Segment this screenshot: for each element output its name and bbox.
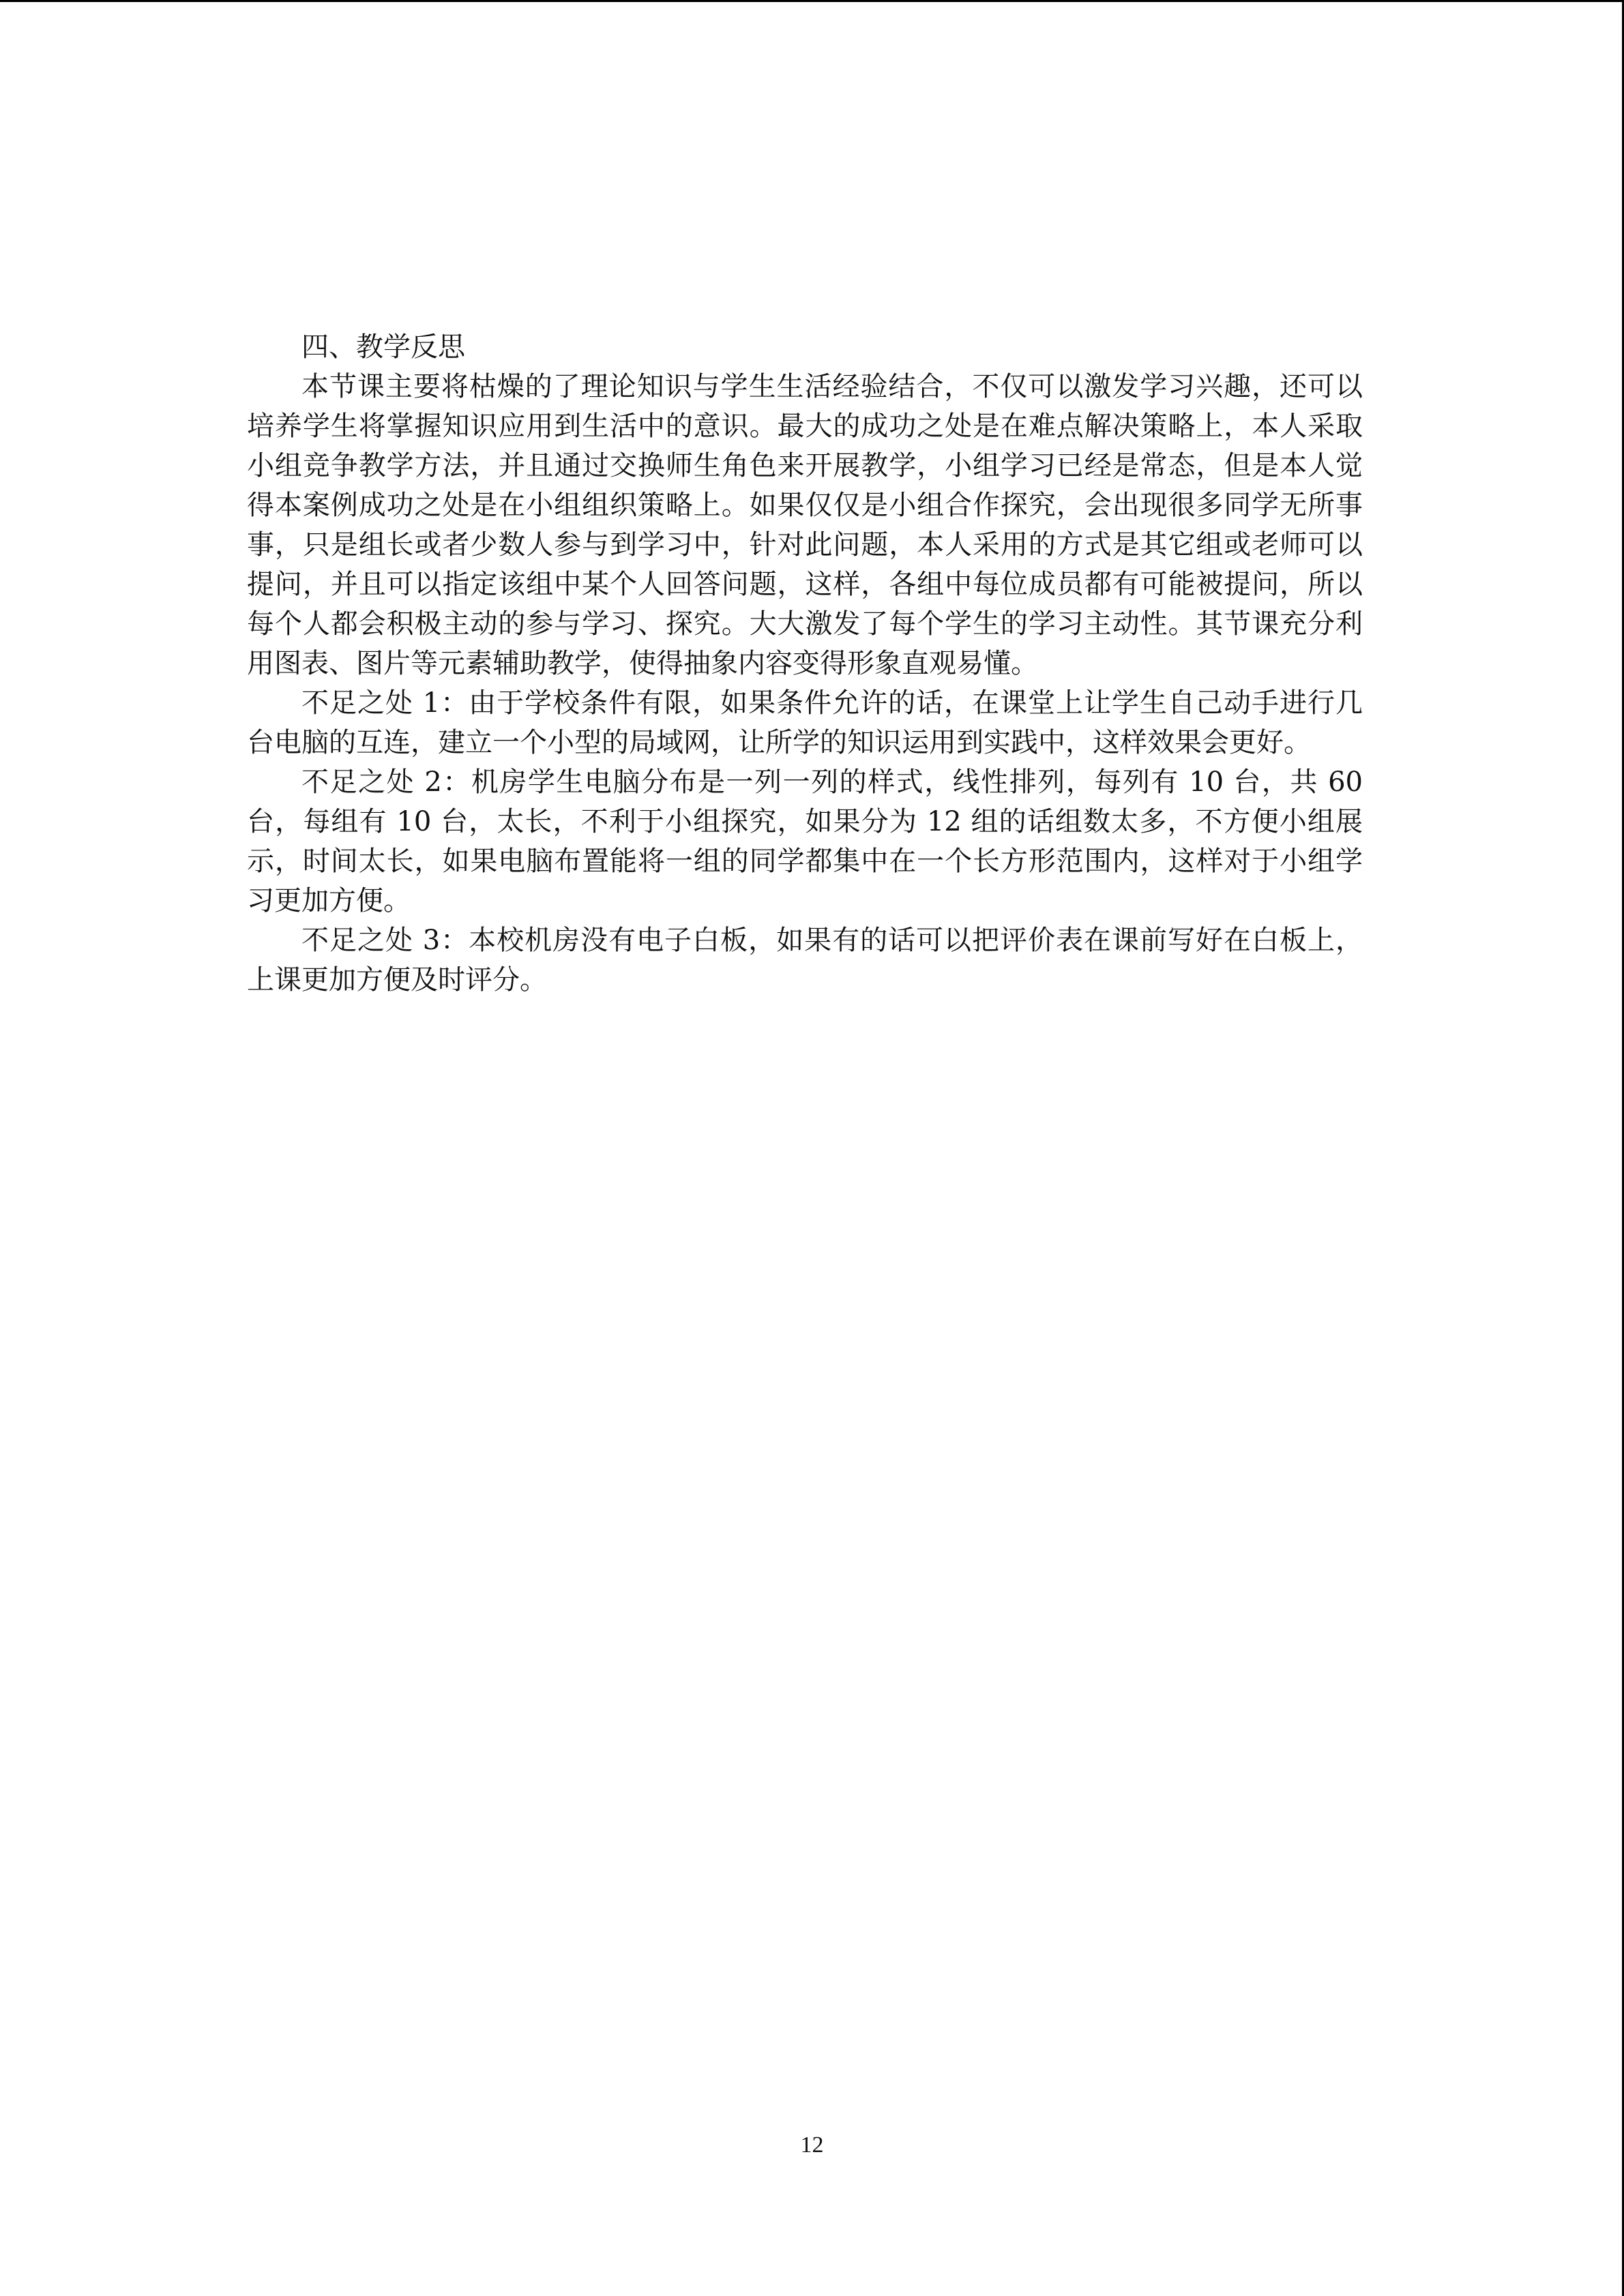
paragraph-shortcoming-2: 不足之处 2：机房学生电脑分布是一列一列的样式，线性排列，每列有 10 台，共 60 台，每组有 10 台，太长，不利于小组探究，如果分为 12 组的话组数太多，不方便小组展示，时间太长，如果电脑布置能将一组的同学都集中在一个长方形范围内，这样对于小组学习更加方便。 [247,766,1363,916]
document-body [247,327,1363,1000]
page-top-border [0,0,1624,2]
page-number: 12 [800,2132,824,2158]
paragraph-shortcoming-1: 不足之处 1：由于学校条件有限，如果条件允许的话，在课堂上让学生自己动手进行几台电脑的互连，建立一个小型的局域网，让所学的知识运用到实践中，这样效果会更好。 [247,687,1363,758]
paragraph-reflection-summary: 本节课主要将枯燥的了理论知识与学生生活经验结合，不仅可以激发学习兴趣，还可以培养学生将掌握知识应用到生活中的意识。最大的成功之处是在难点解决策略上，本人采取小组竞争教学方法，并且通过交换师生角色来开展教学，小组学习已经是常态，但是本人觉得本案例成功之处是在小组组织策略上。如果仅仅是小组合作探究，会出现很多同学无所事事，只是组长或者少数人参与到学习中，针对此问题，本人采用的方式是其它组或老师可以提问，并且可以指定该组中某个人回答问题，这样，各组中每位成员都有可能被提问，所以每个人都会积极主动的参与学习、探究。大大激发了每个学生的学习主动性。其节课充分利用图表、图片等元素辅助教学，使得抽象内容变得形象直观易懂。 [247,371,1363,679]
paragraph-shortcoming-3: 不足之处 3：本校机房没有电子白板，如果有的话可以把评价表在课前写好在白板上，上课更加方便及时评分。 [247,925,1363,996]
section-heading: 四、教学反思 [301,331,465,363]
